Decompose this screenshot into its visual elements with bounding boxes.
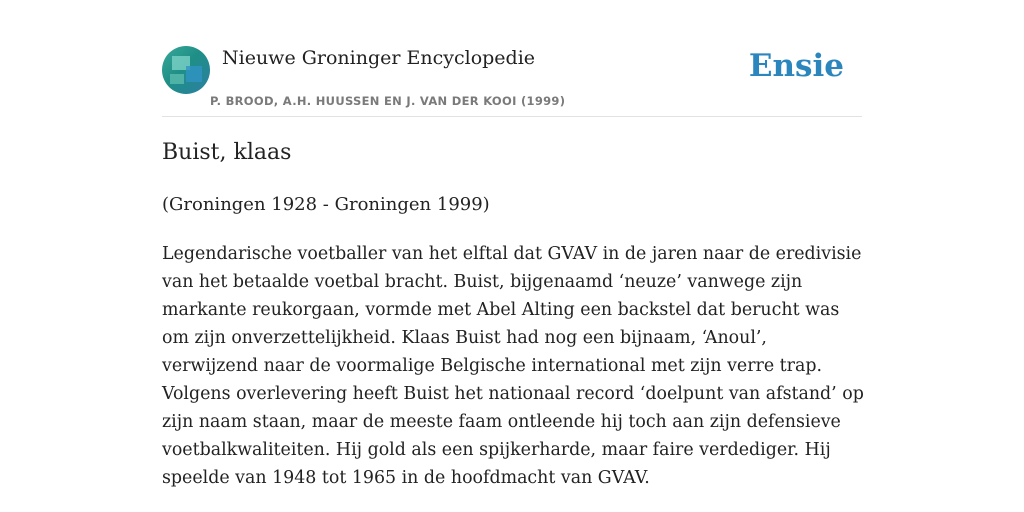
entry-dates: (Groningen 1928 - Groningen 1999) [162, 194, 490, 215]
book-cover-icon[interactable] [162, 46, 210, 94]
source-header [162, 46, 862, 117]
entry-title: Buist, klaas [162, 140, 292, 165]
brand-logo[interactable]: Ensie [748, 48, 844, 84]
entry-body: Legendarische voetballer van het elftal dat GVAV in de jaren naar de eredivisie van het betaalde voetbal bracht. Buist, bijgenaamd ‘neuze’ vanwege zijn markante reukorgaan, vormde met Abel Alting een backstel dat berucht was om zijn onverzettelijkheid. Klaas Buist had nog een bijnaam, ‘Anoul’, verwijzend naar de voormalige Belgische international met zijn verre trap. Volgens overlevering heeft Buist het nationaal record ‘doelpunt van afstand’ op zijn naam staan, maar de meeste faam ontleende hij toch aan zijn defensieve voetbalkwaliteiten. Hij gold als een spijkerharde, maar faire verdediger. Hij speelde van 1948 tot 1965 in de hoofdmacht van GVAV. [162, 244, 864, 488]
source-title[interactable]: Nieuwe Groninger Encyclopedie [222, 47, 536, 69]
source-authors: P. BROOD, A.H. HUUSSEN EN J. VAN DER KOOI (1999) [210, 94, 566, 108]
